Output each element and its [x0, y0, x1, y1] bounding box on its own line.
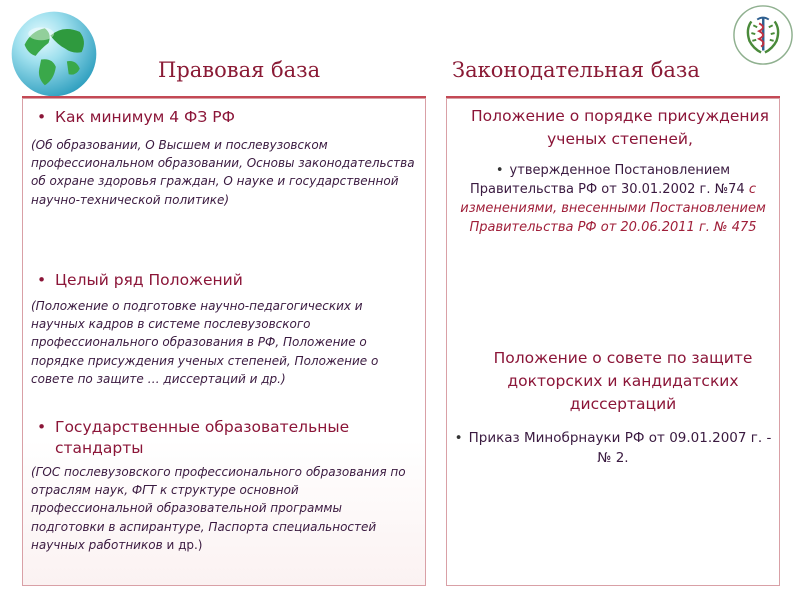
bullet-dot-icon: •	[454, 430, 463, 446]
item-title: Целый ряд Положений	[55, 271, 243, 289]
list-item	[31, 107, 419, 209]
globe-icon	[8, 8, 100, 100]
item-note: (Положение о подготовке научно-педагогических и научных кадров в системе послевузовского профессионального образования в РФ, Положение о порядке присуждения ученых степеней, Положение о совете по защите … диссертаций и др.)	[31, 299, 379, 386]
left-panel	[22, 98, 426, 586]
bullet-dot-icon: •	[495, 163, 504, 178]
section-statute	[453, 105, 773, 237]
section-text: Приказ Минобрнауки РФ от 09.01.2007 г. - № 2.	[468, 430, 772, 466]
item-note: (Об образовании, О Высшем и послевузовском профессиональном образовании, Основы законодательства об охране здоровья граждан, О науке и государственной научно-технической политике)	[31, 138, 415, 207]
section-title: Положение о совете по защите докторских и кандидатских диссертаций	[493, 349, 753, 413]
section-council	[453, 347, 773, 468]
right-panel	[446, 98, 780, 586]
item-note: (ГОС послевузовского профессионального образования по отраслям наук, ФГТ к структуре основной профессиональной образовательной программы подготовки в аспирантуре, Паспорта специальностей научных работников	[31, 465, 406, 552]
item-title: Как минимум 4 ФЗ РФ	[55, 108, 235, 126]
bullet-dot-icon: •	[37, 108, 47, 126]
list-item: • Государственные образовательные стандарты (ГОС послевузовского профессионального образования по отраслям наук, ФГТ к структуре основной профессиональной образовательной программы подготовки в аспирантуре, Паспорта специальностей научных работников и др.)	[31, 418, 406, 552]
list-item	[31, 270, 419, 388]
item-title: Государственные образовательные стандарты	[55, 418, 350, 457]
section-amendment: с изменениями, внесенными Постановлением Правительства РФ от 20.06.2011 г. № 475	[460, 182, 766, 235]
medical-logo-icon	[732, 4, 794, 66]
bullet-dot-icon: •	[37, 271, 47, 289]
left-heading: Правовая база	[158, 58, 321, 82]
section-title: Положение о порядке присуждения ученых степеней,	[471, 107, 769, 148]
section-text: утвержденное Постановлением Правительства РФ от 30.01.2002 г. №74	[470, 163, 749, 197]
right-heading: Законодательная база	[452, 58, 700, 82]
bullet-dot-icon: •	[37, 418, 47, 436]
